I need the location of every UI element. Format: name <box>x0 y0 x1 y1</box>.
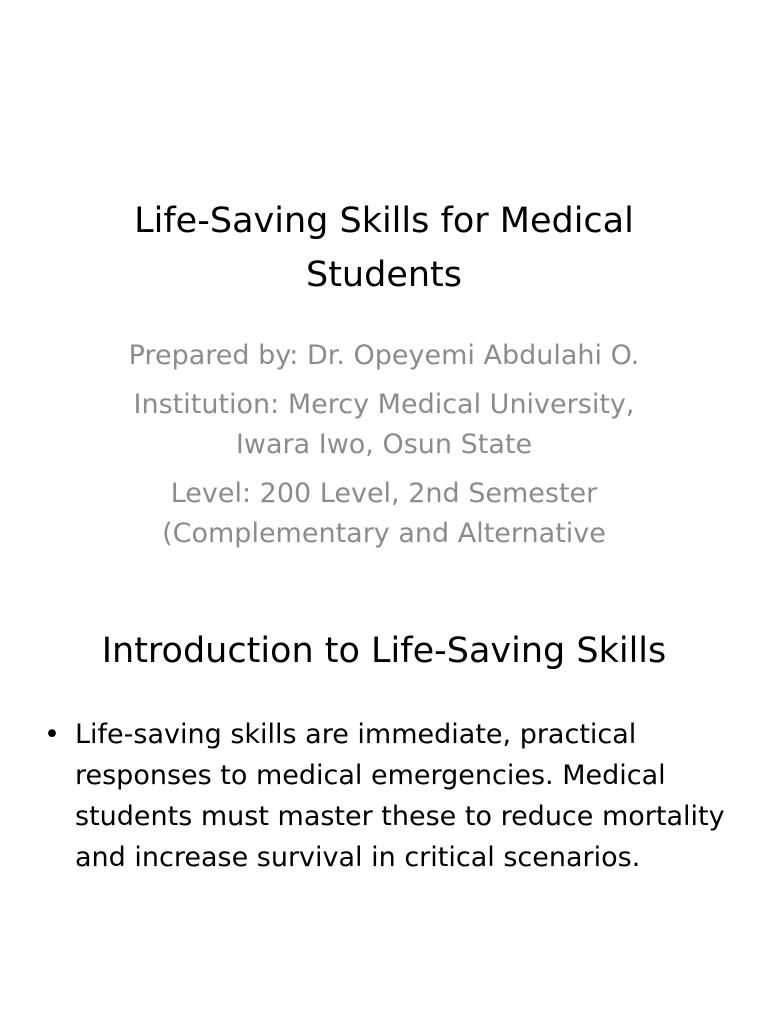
prepared-by-line: Prepared by: Dr. Opeyemi Abdulahi O. <box>128 340 640 371</box>
bullet-icon: • <box>44 719 60 750</box>
list-item <box>36 714 736 878</box>
level-line: Level: 200 Level, 2nd Semester (Complementary and Alternative <box>162 478 606 549</box>
institution-line: Institution: Mercy Medical University, Iwara Iwo, Osun State <box>133 389 635 460</box>
slide-subtitle <box>104 336 664 576</box>
introduction-slide <box>0 576 768 1024</box>
bullet-text: Life-saving skills are immediate, practical responses to medical emergencies. Medical students must master these to reduce mortality and increase survival in critical scenarios. <box>75 719 725 873</box>
slide-title: Life-Saving Skills for Medical Students <box>134 201 634 295</box>
slide-title: Introduction to Life-Saving Skills <box>101 631 667 671</box>
bullet-list <box>36 714 736 878</box>
